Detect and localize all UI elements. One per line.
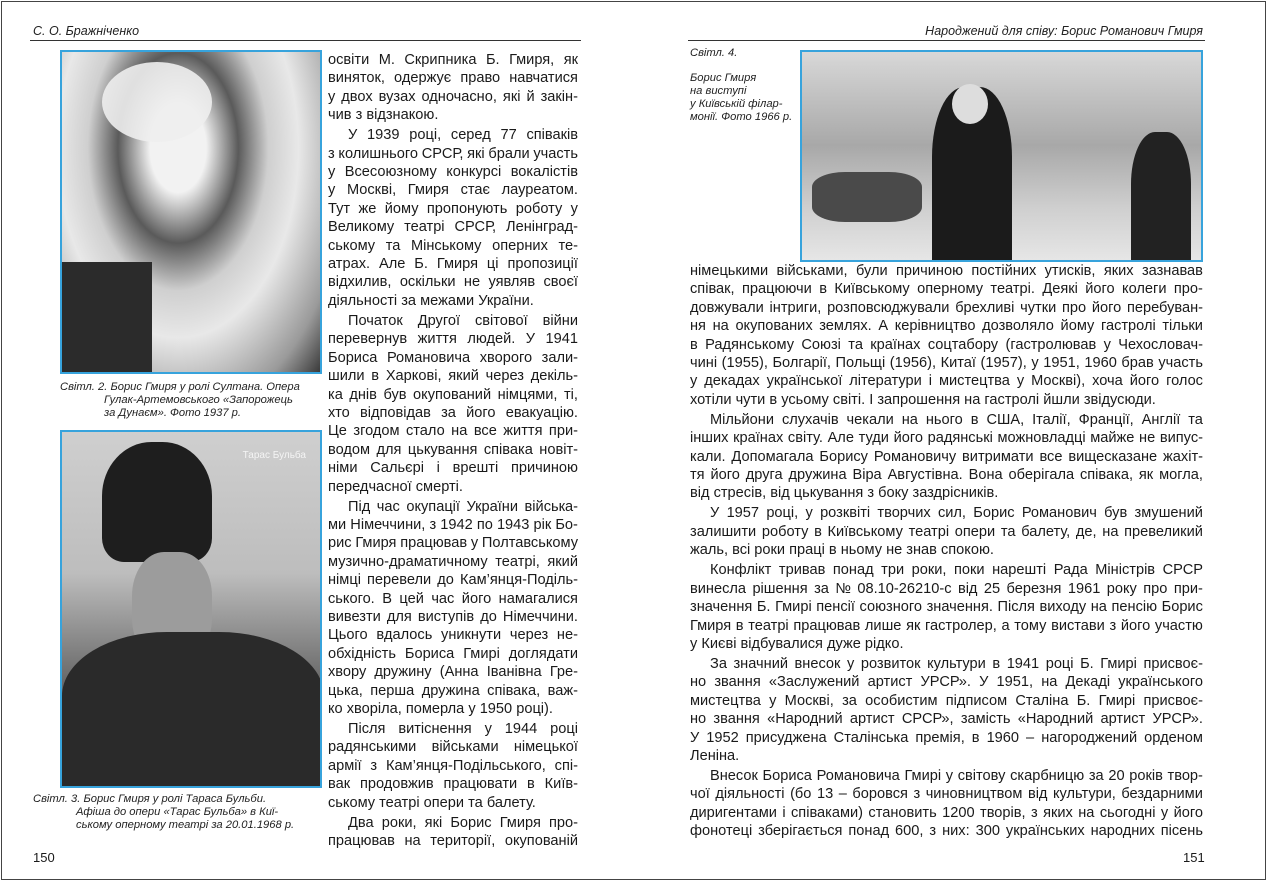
text-line: шили в Харкові, який через декіль- bbox=[328, 368, 578, 385]
text-line: від стресів, від цькування з боку заздрісників. bbox=[690, 485, 999, 502]
text-line: хто відповідав за його евакуацію. bbox=[328, 404, 578, 421]
text-line: Це згодом стало на все життя при- bbox=[328, 423, 578, 440]
caption-line: монії. Фото 1966 р. bbox=[690, 111, 793, 123]
text-line: Після витіснення у 1944 році bbox=[348, 721, 578, 737]
photo-philharmonic-performance bbox=[800, 50, 1203, 262]
text-line: Початок Другої світової війни bbox=[348, 312, 578, 329]
caption-line: Гулак-Артемовського «Запорожець bbox=[104, 394, 293, 406]
caption-line: Світл. 3. Борис Гмиря у ролі Тараса Бульби. bbox=[33, 793, 267, 805]
text-line: хвору дружину (Анна Іванівна Гре- bbox=[328, 664, 578, 681]
text-line: рис Гмиря працював у Полтавському bbox=[328, 535, 578, 552]
paragraph bbox=[328, 498, 578, 719]
text-line: ня на окупованих землях. А керівництво дозволяло йому гастролі тільки bbox=[690, 318, 1203, 335]
caption-line: на виступі bbox=[690, 85, 747, 97]
caption-line: Світл. 2. Борис Гмиря у ролі Султана. Опера bbox=[60, 381, 300, 393]
text-line: Великому театрі СРСР, Ленінград- bbox=[328, 219, 578, 236]
caption-line: ському оперному театрі за 20.01.1968 р. bbox=[76, 819, 295, 831]
left-header-rule-2 bbox=[321, 40, 581, 41]
text-line: ка днів був окупований німцями, ті, bbox=[328, 386, 578, 403]
text-line: но звання «Народний артист СРСР», замість «Народний артист УРСР». bbox=[690, 711, 1203, 728]
text-line: ко хворіла, померла у 1950 році). bbox=[328, 701, 553, 717]
text-line: залишити роботу в Київському театрі опери та балету, де, на превеликий bbox=[690, 523, 1203, 540]
text-line: німецькими військами, були причиною постійних утисків, яких зазнавав bbox=[690, 263, 1203, 279]
text-line: значення Б. Гмирі пенсії союзного значення. Після виходу на пенсію Борис bbox=[690, 599, 1203, 616]
text-line: у Києві відбувалися дуже рідко. bbox=[690, 635, 904, 652]
paragraph bbox=[690, 504, 1203, 559]
page-number-left: 150 bbox=[33, 850, 55, 865]
text-line: працював на території, окупованій bbox=[328, 833, 578, 850]
text-line: вак продовжив працювати в Київ- bbox=[328, 776, 578, 793]
paragraph bbox=[328, 312, 578, 496]
text-line: у двох вузах одночасно, які й закін- bbox=[328, 88, 578, 105]
paragraph bbox=[690, 561, 1203, 653]
text-line: діяльності за межами України. bbox=[328, 292, 534, 309]
text-line: ському та Мінському оперних те- bbox=[328, 237, 578, 254]
text-line: ському театрі опери та балету. bbox=[328, 794, 536, 811]
caption-line: Афіша до опери «Тарас Бульба» в Киї- bbox=[76, 806, 279, 818]
text-line: У 1939 році, серед 77 співаків bbox=[348, 127, 578, 144]
left-running-header: С. О. Бражніченко bbox=[33, 24, 140, 38]
text-line: відхилив, оскільки не уявляв своєї bbox=[328, 274, 578, 291]
text-line: За значний внесок у розвиток культури в 1941 році Б. Гмирі присвоє- bbox=[710, 655, 1203, 672]
text-line: чині (1955), Болгарії, Польщі (1956), Китаї (1957), у 1951, 1960 брав участь bbox=[690, 355, 1203, 372]
text-line: Тут же йому пропонують роботу у bbox=[328, 200, 578, 217]
text-line: водом для цькування співака новіт- bbox=[328, 441, 578, 458]
right-running-header: Народжений для співу: Борис Романович Гмиря bbox=[925, 24, 1203, 38]
right-header-rule bbox=[688, 40, 1205, 41]
text-line: атрах. Але Б. Гмиря ці пропозиції bbox=[328, 256, 578, 273]
text-line: Конфлікт тривав понад три роки, поки нарешті Рада Міністрів СРСР bbox=[710, 562, 1203, 579]
text-line: винесла рішення за № 08.10-26210-с від 25 березня 1961 року про при- bbox=[690, 580, 1203, 597]
text-line: співак, працюючи в Київському оперному театрі. Деякі його колеги про- bbox=[690, 281, 1203, 298]
poster-title: Тарас Бульба bbox=[242, 450, 306, 461]
text-line: виняток, одержує право навчатися bbox=[328, 70, 578, 87]
paragraph bbox=[690, 411, 1203, 503]
text-line: у Москві, Гмиря стає лауреатом. bbox=[328, 182, 578, 199]
text-line: Два роки, які Борис Гмиря про- bbox=[348, 814, 578, 831]
text-line: Цього вдалось уникнути через не- bbox=[328, 627, 578, 644]
text-line: Мільйони слухачів чекали на нього в США, Італії, Франції, Англії та bbox=[710, 411, 1203, 428]
caption-photo-4 bbox=[690, 47, 795, 124]
text-line: передчасної смерті. bbox=[328, 478, 463, 495]
paragraph bbox=[328, 720, 578, 812]
text-line: чої діяльності (бо 13 – боровся з чиновництвом від культури, бездарними bbox=[690, 786, 1203, 803]
text-line: довжували інтриги, розповсюджували брехливі чутки про його перебуван- bbox=[690, 299, 1203, 316]
text-line: Внесок Бориса Романовича Гмирі у світову скарбницю за 20 років твор- bbox=[710, 767, 1203, 784]
text-line: у Всесоюзному конкурсі вокалістів bbox=[328, 164, 578, 181]
text-line: Гмиря в театрі працював лише як гастролер, а тому вистави з його участю bbox=[690, 617, 1203, 634]
text-line: у декадах української літератури і мистецтва у Москві), хоча його голос bbox=[690, 373, 1203, 390]
text-line: німи Сальєрі і врешті причиною bbox=[328, 460, 578, 477]
text-line: в Радянському Союзі та країнах соцтабору (гастролював у Чехословач- bbox=[690, 336, 1203, 353]
caption-photo-3 bbox=[33, 793, 294, 832]
text-line: диригентами і співаками) становить 1200 творів, з яких на сьогодні у його bbox=[690, 804, 1203, 821]
text-line: кали. Допомагала Борису Романовичу витримати все вищесказане жахіт- bbox=[690, 448, 1203, 465]
paragraph bbox=[690, 262, 1203, 409]
caption-line: Борис Гмиря bbox=[690, 72, 757, 84]
text-line: мистецтва у Москві, за особистим підписом Сталіна Б. Гмирі присвоє- bbox=[690, 692, 1203, 709]
caption-line: у Київській філар- bbox=[690, 98, 783, 110]
text-line: перевернув життя людей. У 1941 bbox=[328, 331, 578, 348]
text-line: У 1952 присуджена Сталінська премія, в 1960 – нагороджений орденом bbox=[690, 729, 1203, 746]
text-line: освіти М. Скрипника Б. Гмиря, як bbox=[328, 52, 578, 68]
caption-line: за Дунаєм». Фото 1937 р. bbox=[104, 407, 241, 419]
paragraph bbox=[328, 814, 578, 851]
text-line: Бориса Романовича хворого зали- bbox=[328, 349, 578, 366]
photo-sultan-role bbox=[60, 50, 322, 374]
paragraph bbox=[328, 51, 578, 125]
text-line: обхідність Бориса Гмирі доглядати bbox=[328, 645, 578, 662]
caption-label: Світл. 4. bbox=[690, 47, 738, 59]
page-number-right: 151 bbox=[1183, 850, 1205, 865]
text-line: армії з Кам’янця-Подільського, спі- bbox=[328, 757, 578, 774]
caption-photo-2 bbox=[60, 381, 300, 420]
right-body-text bbox=[690, 262, 1203, 842]
text-line: ського. В цей час його намагалися bbox=[328, 590, 578, 607]
left-body-text bbox=[328, 51, 578, 852]
text-line: Під час окупації України військa- bbox=[348, 498, 578, 515]
text-line: У 1957 році, у розквіті творчих сил, Борис Романович був змушений bbox=[710, 505, 1203, 522]
text-line: хотіли чути в усьому світі. І запрошення на гастролі йшли звідусюди. bbox=[690, 391, 1156, 408]
paragraph bbox=[690, 655, 1203, 765]
text-line: німці перевели до Кам’янця-Поділь- bbox=[328, 572, 578, 589]
paragraph bbox=[328, 126, 578, 310]
text-line: жаль, всі роки праці в ньому не знав спокою. bbox=[690, 542, 994, 559]
text-line: фонотеці зберігається понад 600, з них: 300 українських народних пісень bbox=[690, 823, 1203, 840]
text-line: Леніна. bbox=[690, 747, 740, 764]
text-line: з колишнього СРСР, які брали участь bbox=[328, 145, 578, 162]
paragraph bbox=[690, 767, 1203, 841]
text-line: радянськими військами німецької bbox=[328, 739, 578, 756]
text-line: інших країнах світу. Але туди його радянські можновладці майже не випус- bbox=[690, 430, 1203, 447]
text-line: цька, перша дружина співака, важ- bbox=[328, 682, 578, 699]
photo-taras-bulba-poster bbox=[60, 430, 322, 788]
text-line: ми Німеччини, з 1942 по 1943 рік Бо- bbox=[328, 516, 578, 533]
text-line: тя його друга дружина Віра Августівна. Вона оберігала співака, як могла, bbox=[690, 467, 1203, 484]
text-line: чив з відзнакою. bbox=[328, 107, 439, 124]
text-line: но звання «Заслужений артист УРСР». У 1951, на Декаді українського bbox=[690, 674, 1203, 691]
left-header-rule bbox=[30, 40, 321, 41]
text-line: музично-драматичному театрі, який bbox=[328, 553, 578, 570]
text-line: вивезти для виступів до Німеччини. bbox=[328, 608, 578, 625]
